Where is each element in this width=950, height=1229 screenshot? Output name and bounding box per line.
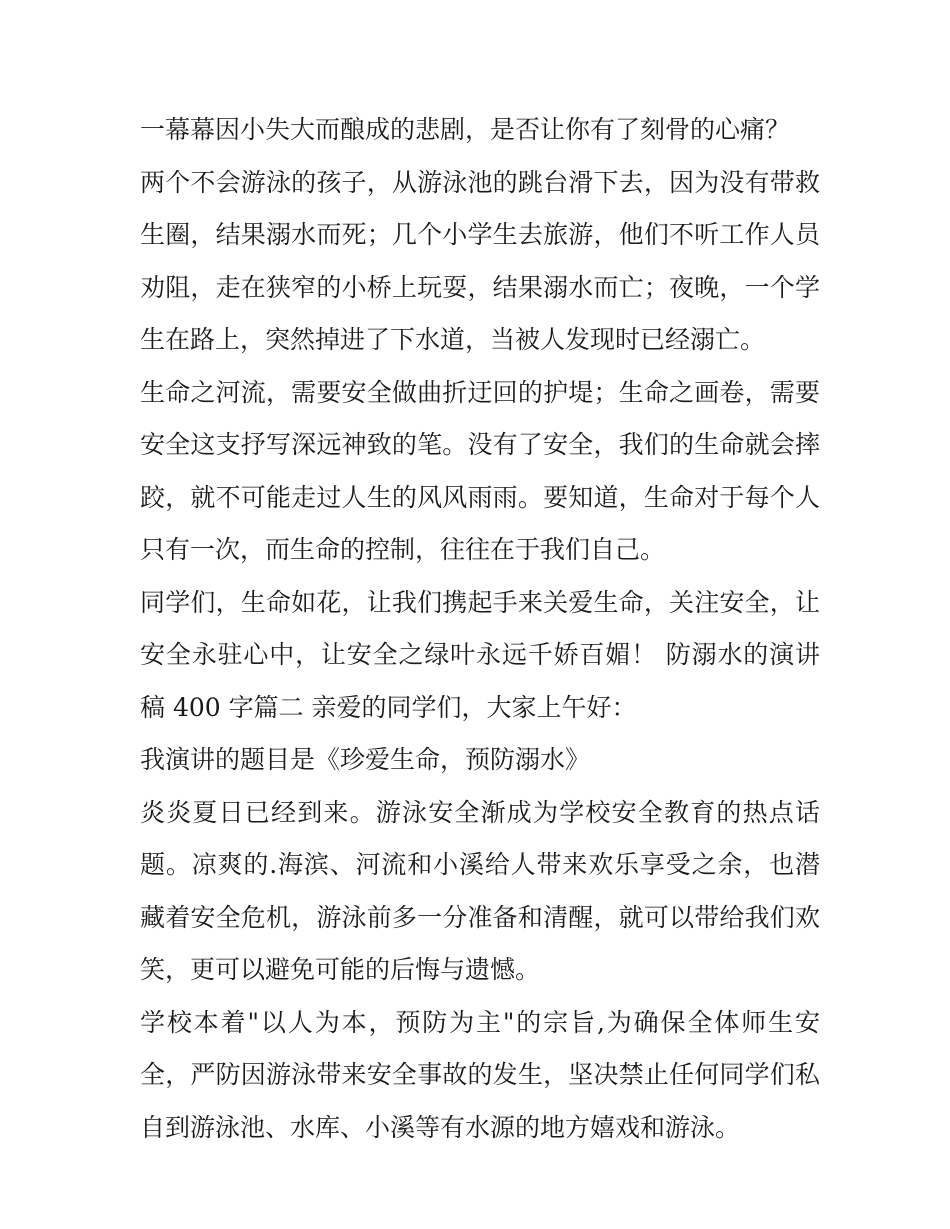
paragraph-2: 两个不会游泳的孩子，从游泳池的跳台滑下去，因为没有带救生圈，结果溺水而死；几个小学生去旅游，他们不听工作人员劝阻，走在狭窄的小桥上玩耍，结果溺水而亡；夜晚，一个学生在路上，突然掉进了下水道，当被人发现时已经溺亡。: [140, 167, 820, 354]
paragraph-1: 一幕幕因小失大而酿成的悲剧，是否让你有了刻骨的心痛？: [140, 115, 791, 144]
paragraph-3: 生命之河流，需要安全做曲折迂回的护堤；生命之画卷，需要安全这支抒写深远神致的笔。没有了安全，我们的生命就会摔跤，就不可能走过人生的风风雨雨。要知道，生命对于每个人只有一次，而生命的控制，往往在于我们自己。: [140, 377, 820, 564]
paragraph-7: 学校本着"以人为本，预防为主"的宗旨,为确保全体师生安全，严防因游泳带来安全事故的发生，坚决禁止任何同学们私自到游泳池、水库、小溪等有水源的地方嬉戏和游泳。: [140, 1007, 820, 1142]
paragraph-5: 我演讲的题目是《珍爱生命，预防溺水》: [140, 745, 591, 774]
paragraph-6: 炎炎夏日已经到来。游泳安全渐成为学校安全教育的热点话题。凉爽的.海滨、河流和小溪给人带来欢乐享受之余，也潜藏着安全危机，游泳前多一分准备和清醒，就可以带给我们欢笑，更可以避免可能的后悔与遗憾。: [140, 797, 820, 984]
paragraph-4: 同学们，生命如花，让我们携起手来关爱生命，关注安全，让安全永驻心中，让安全之绿叶永远千娇百媚！ 防溺水的演讲稿 400 字篇二 亲爱的同学们，大家上午好：: [140, 587, 820, 722]
document-body: [140, 104, 820, 1154]
